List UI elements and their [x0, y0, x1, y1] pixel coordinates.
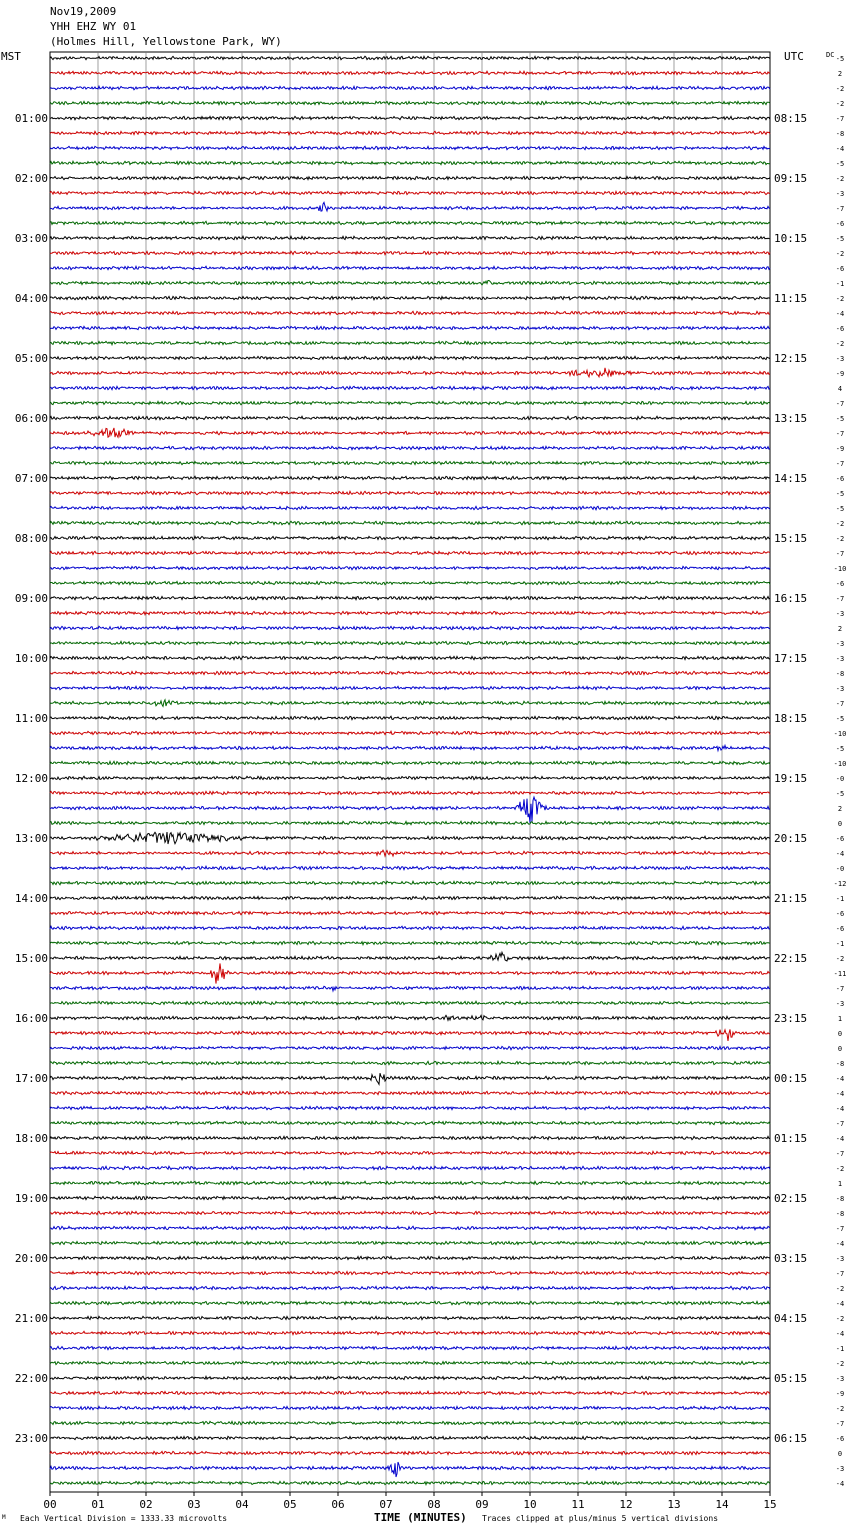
trace-row	[50, 1166, 770, 1169]
trace-row	[50, 131, 770, 134]
trace-row	[50, 986, 770, 991]
trace-row	[50, 641, 770, 644]
trace-row	[50, 401, 770, 404]
corner-mark: M	[2, 1514, 6, 1521]
trace-row	[50, 296, 770, 299]
right-time-label: 14:15	[774, 472, 808, 485]
dc-offset-label: -4	[835, 1300, 845, 1308]
trace-row	[50, 1462, 770, 1477]
dc-offset-label: -4	[835, 1330, 845, 1338]
trace-row	[50, 926, 770, 929]
trace-row	[50, 911, 770, 914]
dc-offset-label: -2	[835, 1360, 845, 1368]
x-tick-label: 03	[187, 1498, 201, 1511]
trace-row	[50, 341, 770, 344]
dc-offset-label: -2	[835, 520, 845, 528]
dc-offset-label: -4	[835, 1090, 845, 1098]
trace-row	[50, 850, 770, 856]
trace-row	[50, 1136, 770, 1139]
right-time-label: 00:15	[774, 1072, 808, 1085]
trace-row	[50, 700, 770, 707]
trace-row	[50, 731, 770, 734]
dc-offset-label: -6	[835, 910, 845, 918]
trace-row	[50, 86, 770, 89]
trace-row	[50, 1256, 770, 1259]
trace-row	[50, 745, 770, 750]
trace-row	[50, 1301, 770, 1304]
trace-row	[50, 461, 770, 464]
trace-row	[50, 491, 770, 494]
dc-offset-label: -1	[835, 895, 845, 903]
dc-offset-label: -6	[835, 1435, 845, 1443]
trace-row	[50, 1046, 770, 1049]
x-tick-label: 05	[283, 1498, 297, 1511]
x-tick-label: 04	[235, 1498, 249, 1511]
trace-row	[50, 881, 770, 884]
x-tick-label: 06	[331, 1498, 345, 1511]
dc-offset-label: -2	[835, 1405, 845, 1413]
dc-offset-label: -2	[835, 535, 845, 543]
dc-offset-label: 0	[837, 1030, 843, 1038]
trace-row	[50, 1331, 770, 1334]
right-time-label: 09:15	[774, 172, 808, 185]
dc-offset-label: -1	[835, 1345, 845, 1353]
dc-offset-label: -8	[835, 1195, 845, 1203]
x-tick-label: 12	[619, 1498, 633, 1511]
trace-row	[50, 191, 770, 194]
x-tick-label: 07	[379, 1498, 393, 1511]
trace-row	[50, 266, 770, 269]
dc-offset-label: -8	[835, 670, 845, 678]
dc-offset-label: -2	[835, 1315, 845, 1323]
dc-offset-label: -3	[835, 610, 845, 618]
left-time-label: 22:00	[14, 1372, 48, 1385]
trace-row	[50, 1346, 770, 1349]
trace-row	[50, 791, 770, 794]
dc-offset-label: -9	[835, 445, 845, 453]
dc-offset-label: -2	[835, 250, 845, 258]
trace-row	[50, 1271, 770, 1274]
dc-offset-label: -7	[835, 115, 845, 123]
dc-offset-label: -7	[835, 1225, 845, 1233]
left-time-label: 20:00	[14, 1252, 48, 1265]
dc-offset-label: -1	[835, 940, 845, 948]
x-tick-label: 02	[139, 1498, 153, 1511]
trace-row	[50, 416, 770, 419]
dc-offset-label: -2	[835, 85, 845, 93]
dc-offset-label: -2	[835, 340, 845, 348]
dc-offset-label: -2	[835, 955, 845, 963]
dc-offset-label: -9	[835, 370, 845, 378]
dc-header: DC	[826, 51, 835, 59]
dc-offset-label: -2	[835, 1285, 845, 1293]
left-time-label: 17:00	[14, 1072, 48, 1085]
dc-offset-label: -5	[835, 505, 845, 513]
trace-row	[50, 326, 770, 329]
trace-row	[50, 1091, 770, 1094]
left-time-label: 16:00	[14, 1012, 48, 1025]
left-time-label: 10:00	[14, 652, 48, 665]
right-time-label: 01:15	[774, 1132, 808, 1145]
trace-row	[50, 521, 770, 524]
dc-offset-label: -4	[835, 310, 845, 318]
dc-offset-label: -4	[835, 1105, 845, 1113]
x-tick-label: 10	[523, 1498, 537, 1511]
x-tick-label: 01	[91, 1498, 105, 1511]
left-time-label: 15:00	[14, 952, 48, 965]
trace-row	[50, 1151, 770, 1154]
dc-offset-label: -10	[833, 760, 847, 768]
dc-offset-label: -12	[833, 880, 847, 888]
trace-row	[50, 506, 770, 509]
trace-row	[50, 251, 770, 254]
trace-row	[50, 56, 770, 59]
trace-row	[50, 176, 770, 179]
dc-offset-label: -6	[835, 325, 845, 333]
dc-offset-label: -6	[835, 925, 845, 933]
trace-row	[50, 626, 770, 629]
trace-row	[50, 1073, 770, 1084]
x-tick-label: 13	[667, 1498, 681, 1511]
trace-row	[50, 1001, 770, 1004]
trace-row	[50, 101, 770, 104]
right-time-label: 16:15	[774, 592, 808, 605]
trace-row	[50, 1181, 770, 1184]
left-time-label: 02:00	[14, 172, 48, 185]
left-time-label: 12:00	[14, 772, 48, 785]
x-tick-label: 00	[43, 1498, 57, 1511]
dc-offset-label: -7	[835, 1420, 845, 1428]
trace-row	[50, 581, 770, 584]
trace-row	[50, 1316, 770, 1319]
trace-row	[50, 236, 770, 239]
trace-row	[50, 221, 770, 224]
dc-offset-label: -5	[835, 490, 845, 498]
trace-row	[50, 776, 770, 779]
right-time-label: 20:15	[774, 832, 808, 845]
trace-row	[50, 1361, 770, 1364]
trace-row	[50, 116, 770, 119]
dc-offset-label: -5	[835, 745, 845, 753]
dc-offset-label: -9	[835, 1390, 845, 1398]
trace-row	[50, 386, 770, 389]
dc-offset-label: -8	[835, 1060, 845, 1068]
trace-row	[50, 1029, 770, 1041]
right-time-label: 03:15	[774, 1252, 808, 1265]
trace-row	[50, 1481, 770, 1484]
trace-row	[50, 716, 770, 719]
left-time-label: 08:00	[14, 532, 48, 545]
dc-offset-label: -10	[833, 565, 847, 573]
dc-offset-label: -3	[835, 655, 845, 663]
trace-row	[50, 356, 770, 359]
dc-offset-label: -7	[835, 205, 845, 213]
dc-offset-label: -5	[835, 55, 845, 63]
dc-offset-label: -4	[835, 1480, 845, 1488]
x-tick-label: 09	[475, 1498, 489, 1511]
dc-offset-label: -4	[835, 850, 845, 858]
dc-offset-label: -3	[835, 355, 845, 363]
trace-row	[50, 368, 770, 377]
right-time-label: 23:15	[774, 1012, 808, 1025]
right-time-label: 18:15	[774, 712, 808, 725]
trace-row	[50, 1061, 770, 1064]
right-timezone-label: UTC	[784, 50, 804, 63]
right-time-label: 13:15	[774, 412, 808, 425]
dc-offset-label: -7	[835, 400, 845, 408]
trace-row	[50, 671, 770, 674]
trace-row	[50, 566, 770, 569]
left-time-label: 14:00	[14, 892, 48, 905]
trace-row	[50, 536, 770, 539]
left-time-label: 07:00	[14, 472, 48, 485]
trace-row	[50, 952, 770, 961]
trace-row	[50, 1406, 770, 1409]
trace-row	[50, 161, 770, 164]
trace-row	[50, 202, 770, 211]
dc-offset-label: -3	[835, 190, 845, 198]
right-time-label: 19:15	[774, 772, 808, 785]
dc-offset-label: -6	[835, 580, 845, 588]
trace-row	[50, 446, 770, 449]
trace-row	[50, 761, 770, 764]
right-time-label: 10:15	[774, 232, 808, 245]
dc-offset-label: -5	[835, 715, 845, 723]
trace-row	[50, 1196, 770, 1199]
trace-row	[50, 428, 770, 437]
dc-offset-label: -2	[835, 100, 845, 108]
station-code: YHH EHZ WY 01	[50, 20, 137, 33]
dc-offset-label: -6	[835, 835, 845, 843]
dc-offset-label: -5	[835, 790, 845, 798]
dc-offset-label: -7	[835, 1120, 845, 1128]
dc-offset-label: -0	[835, 865, 845, 873]
trace-row	[50, 941, 770, 944]
trace-row	[50, 686, 770, 689]
dc-offset-label: -7	[835, 985, 845, 993]
trace-row	[50, 146, 770, 149]
left-time-label: 19:00	[14, 1192, 48, 1205]
x-tick-label: 11	[571, 1498, 585, 1511]
dc-offset-label: -3	[835, 1465, 845, 1473]
trace-row	[50, 1421, 770, 1424]
trace-row	[50, 611, 770, 614]
right-time-label: 11:15	[774, 292, 808, 305]
trace-row	[50, 1211, 770, 1214]
left-time-label: 05:00	[14, 352, 48, 365]
dc-offset-label: -7	[835, 700, 845, 708]
left-time-label: 06:00	[14, 412, 48, 425]
dc-offset-label: -4	[835, 1135, 845, 1143]
left-time-label: 01:00	[14, 112, 48, 125]
dc-offset-label: 0	[837, 1045, 843, 1053]
dc-offset-label: -7	[835, 1270, 845, 1278]
dc-offset-label: -7	[835, 550, 845, 558]
x-tick-label: 08	[427, 1498, 441, 1511]
trace-row	[50, 551, 770, 554]
right-time-label: 12:15	[774, 352, 808, 365]
dc-offset-label: 0	[837, 820, 843, 828]
dc-offset-label: 4	[837, 385, 843, 393]
trace-row	[50, 1121, 770, 1124]
x-axis-title: TIME (MINUTES)	[374, 1511, 467, 1524]
vertical-division-note: Each Vertical Division = 1333.33 microvolts	[20, 1514, 228, 1523]
helicorder-date: Nov19,2009	[50, 5, 117, 18]
dc-offset-label: -7	[835, 595, 845, 603]
trace-row	[50, 1015, 770, 1020]
trace-row	[50, 656, 770, 659]
trace-row	[50, 821, 770, 824]
dc-offset-label: -4	[835, 1240, 845, 1248]
dc-offset-label: 2	[837, 625, 843, 633]
x-tick-label: 14	[715, 1498, 729, 1511]
trace-row	[50, 896, 770, 899]
dc-offset-label: -2	[835, 175, 845, 183]
dc-offset-label: -7	[835, 430, 845, 438]
dc-offset-label: -4	[835, 1075, 845, 1083]
right-time-label: 17:15	[774, 652, 808, 665]
left-time-label: 03:00	[14, 232, 48, 245]
trace-row	[50, 71, 770, 74]
x-tick-label: 15	[763, 1498, 777, 1511]
left-time-label: 11:00	[14, 712, 48, 725]
dc-offset-label: -7	[835, 1150, 845, 1158]
station-location: (Holmes Hill, Yellowstone Park, WY)	[50, 35, 282, 48]
clipping-note: Traces clipped at plus/minus 5 vertical divisions	[482, 1514, 719, 1523]
dc-offset-label: -2	[835, 1165, 845, 1173]
trace-row	[50, 1451, 770, 1454]
dc-offset-label: -3	[835, 685, 845, 693]
trace-row	[50, 866, 770, 869]
trace-row	[50, 596, 770, 599]
trace-row	[50, 476, 770, 479]
dc-offset-label: 2	[837, 70, 843, 78]
dc-offset-label: -8	[835, 130, 845, 138]
dc-offset-label: -3	[835, 1255, 845, 1263]
right-time-label: 04:15	[774, 1312, 808, 1325]
dc-offset-label: -4	[835, 145, 845, 153]
dc-offset-label: -1	[835, 280, 845, 288]
dc-offset-label: -6	[835, 265, 845, 273]
dc-offset-label: -5	[835, 415, 845, 423]
trace-row	[50, 311, 770, 314]
dc-offset-label: -0	[835, 775, 845, 783]
left-time-label: 04:00	[14, 292, 48, 305]
trace-row	[50, 1436, 770, 1439]
left-time-label: 13:00	[14, 832, 48, 845]
left-timezone-label: MST	[1, 50, 21, 63]
right-time-label: 22:15	[774, 952, 808, 965]
left-time-label: 23:00	[14, 1432, 48, 1445]
right-time-label: 02:15	[774, 1192, 808, 1205]
right-time-label: 21:15	[774, 892, 808, 905]
trace-row	[50, 1226, 770, 1229]
right-time-label: 05:15	[774, 1372, 808, 1385]
dc-offset-label: 1	[837, 1015, 843, 1023]
right-time-label: 15:15	[774, 532, 808, 545]
dc-offset-label: -3	[835, 1375, 845, 1383]
dc-offset-label: -10	[833, 730, 847, 738]
left-time-label: 09:00	[14, 592, 48, 605]
dc-offset-label: 1	[837, 1180, 843, 1188]
left-time-label: 18:00	[14, 1132, 48, 1145]
right-time-label: 08:15	[774, 112, 808, 125]
dc-offset-label: -3	[835, 640, 845, 648]
dc-offset-label: -6	[835, 475, 845, 483]
trace-row	[50, 281, 770, 285]
dc-offset-label: 2	[837, 805, 843, 813]
trace-row	[50, 1376, 770, 1379]
trace-row	[50, 1391, 770, 1394]
dc-offset-label: -11	[833, 970, 847, 978]
trace-row	[50, 832, 770, 844]
trace-row	[50, 1286, 770, 1289]
trace-row	[50, 797, 770, 823]
trace-row	[50, 963, 770, 983]
dc-offset-label: 0	[837, 1450, 843, 1458]
dc-offset-label: -6	[835, 220, 845, 228]
dc-offset-label: -3	[835, 1000, 845, 1008]
right-time-label: 06:15	[774, 1432, 808, 1445]
dc-offset-label: -8	[835, 1210, 845, 1218]
dc-offset-label: -5	[835, 160, 845, 168]
dc-offset-label: -7	[835, 460, 845, 468]
trace-row	[50, 1241, 770, 1244]
left-time-label: 21:00	[14, 1312, 48, 1325]
trace-row	[50, 1106, 770, 1109]
dc-offset-label: -5	[835, 235, 845, 243]
dc-offset-label: -2	[835, 295, 845, 303]
